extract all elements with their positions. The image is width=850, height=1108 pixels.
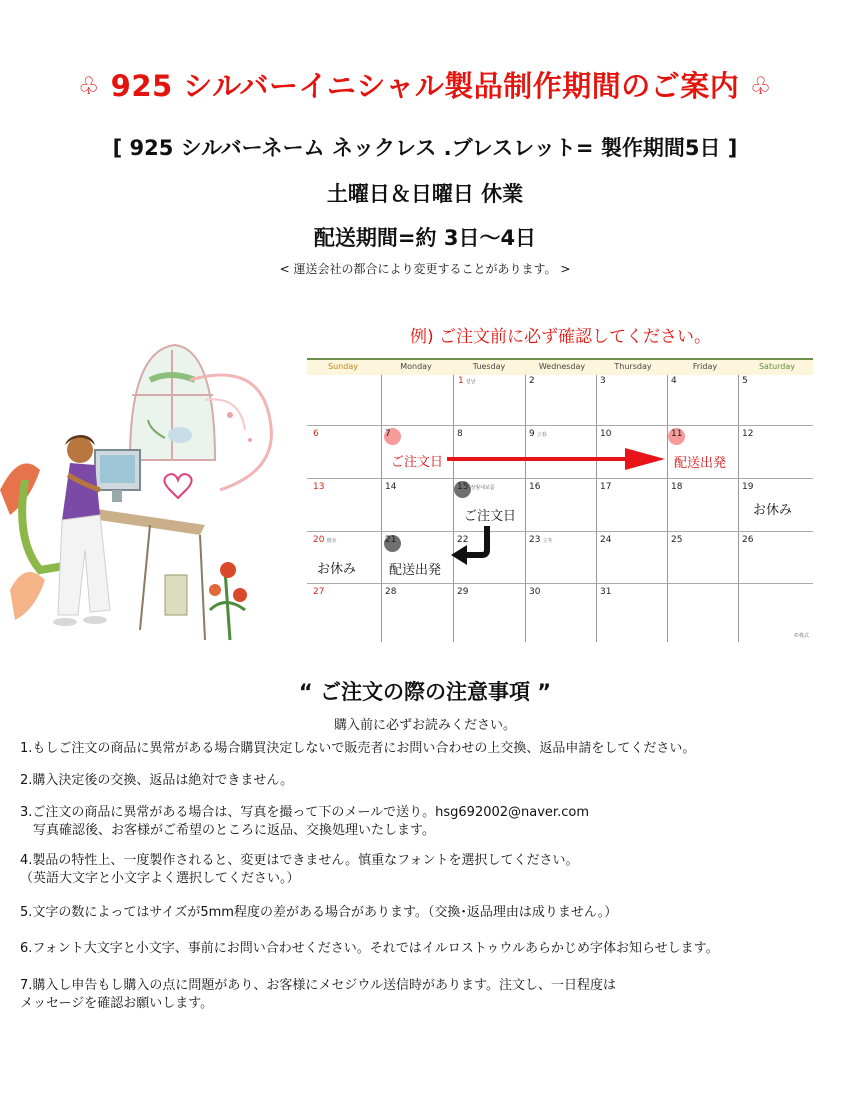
day-name: Sunday [328, 362, 358, 371]
day-name: Friday [692, 362, 718, 371]
red-arrow-icon [447, 448, 665, 470]
date-cell: 26 [742, 535, 754, 545]
rest-day-label: お休み [753, 503, 793, 518]
woman-at-desk-illustration [0, 340, 300, 670]
notes-subtitle: 購入前に必ずお読みください。 [333, 718, 516, 733]
day-name: Wednesday [538, 362, 586, 371]
production-period: [ 925 シルバーネーム ネックレス .ブレスレット= 製作期間5日 ] [112, 136, 738, 160]
date-cell: 8 [457, 429, 463, 439]
date-cell: 30 [529, 587, 541, 597]
order-date-label: ご注文日 [464, 509, 517, 524]
copyright-mark: ©株式 [793, 633, 809, 639]
date-cell: 5 [742, 376, 748, 386]
notes-title: “ ご注文の際の注意事項 ” [298, 680, 552, 704]
date-cell: 31 [600, 587, 612, 597]
date-cell: 10 [600, 429, 612, 439]
day-name: Saturday [758, 362, 796, 371]
date-cell: 22 [457, 535, 469, 545]
day-name: Tuesday [472, 362, 506, 371]
club-icon: ♧ [749, 72, 772, 100]
date-cell: 7 [385, 429, 391, 439]
note-item: 7.購入し申告もし購入の点に問題があり、お客様にメセジウル送信時があります。注文し、一日程度は [20, 978, 616, 993]
note-item: （英語大文字と小文字よく選択してください。） [20, 871, 300, 886]
example-notice: 例) ご注文前に必ず確認してください。 [410, 327, 712, 347]
date-cell: 23 立冬 [529, 535, 553, 545]
date-cell: 11 [671, 429, 683, 439]
note-item: 写真確認後、お客様がご希望のところに返品、交換処理いたします。 [20, 823, 435, 838]
date-cell: 19 [742, 482, 754, 492]
day-name: Monday [400, 362, 432, 371]
note-item: 4.製品の特性上、一度製作されると、変更はできません。慎重なフォントを選択してください。 [20, 853, 579, 868]
date-cell: 24 [600, 535, 612, 545]
date-cell: 14 [385, 482, 397, 492]
date-cell: 12 [742, 429, 754, 439]
date-cell: 13 [313, 482, 325, 492]
date-cell: 9 立春 [529, 429, 547, 439]
date-cell: 25 [671, 535, 683, 545]
date-cell: 27 [313, 587, 325, 597]
note-item: 3.ご注文の商品に異常がある場合は、写真を撮って下のメールで送り。hsg692002@naver.com [20, 805, 589, 820]
date-cell: 1 설날 [458, 376, 476, 386]
black-return-arrow-icon [451, 526, 487, 565]
club-icon: ♧ [78, 72, 101, 100]
date-cell: 18 [671, 482, 683, 492]
date-cell: 6 [313, 429, 319, 439]
note-item: 6.フォント大文字と小文字、事前にお問い合わせください。それではイルロストゥウルあらかじめ字体お知らせします。 [20, 941, 719, 956]
note-item: 5.文字の数によってはサイズが5mm程度の差がある場合があります。（交換･返品理由は成りません。） [20, 905, 618, 920]
closed-days: 土曜日＆日曜日 休業 [326, 182, 524, 206]
delivery-note: < 運送会社の都合により変更することがあります。 > [279, 262, 571, 276]
delivery-period: 配送期間=約 3日〜4日 [313, 226, 537, 250]
date-cell: 17 [600, 482, 612, 492]
day-name: Thursday [614, 362, 652, 371]
page-title [0, 64, 850, 105]
date-cell: 3 [600, 376, 606, 386]
date-cell: 28 [385, 587, 397, 597]
order-date-label: ご注文日 [391, 455, 444, 470]
page-title-text: 925 シルバーイニシャル製品制作期間のご案内 [110, 69, 740, 103]
date-cell: 29 [457, 587, 469, 597]
date-cell: 20 雨水 [313, 535, 337, 545]
rest-day-label: お休み [317, 562, 357, 577]
calendar [307, 358, 813, 642]
note-item: 2.購入決定後の交換、返品は絶対できません。 [20, 773, 294, 788]
note-item: メッセージを確認お願いします。 [20, 996, 214, 1011]
ship-date-label: 配送出発 [389, 563, 442, 578]
date-cell: 2 [529, 376, 535, 386]
arrows [307, 358, 813, 642]
note-item: 1.もしご注文の商品に異常がある場合購買決定しないで販売者にお問い合わせの上交換、返品申請をしてください。 [20, 741, 696, 756]
date-cell: 16 [529, 482, 541, 492]
date-cell: 4 [671, 376, 677, 386]
date-cell: 15 정월대보름 [457, 482, 495, 492]
date-cell: 21 [385, 535, 397, 545]
ship-date-label: 配送出発 [674, 456, 727, 471]
